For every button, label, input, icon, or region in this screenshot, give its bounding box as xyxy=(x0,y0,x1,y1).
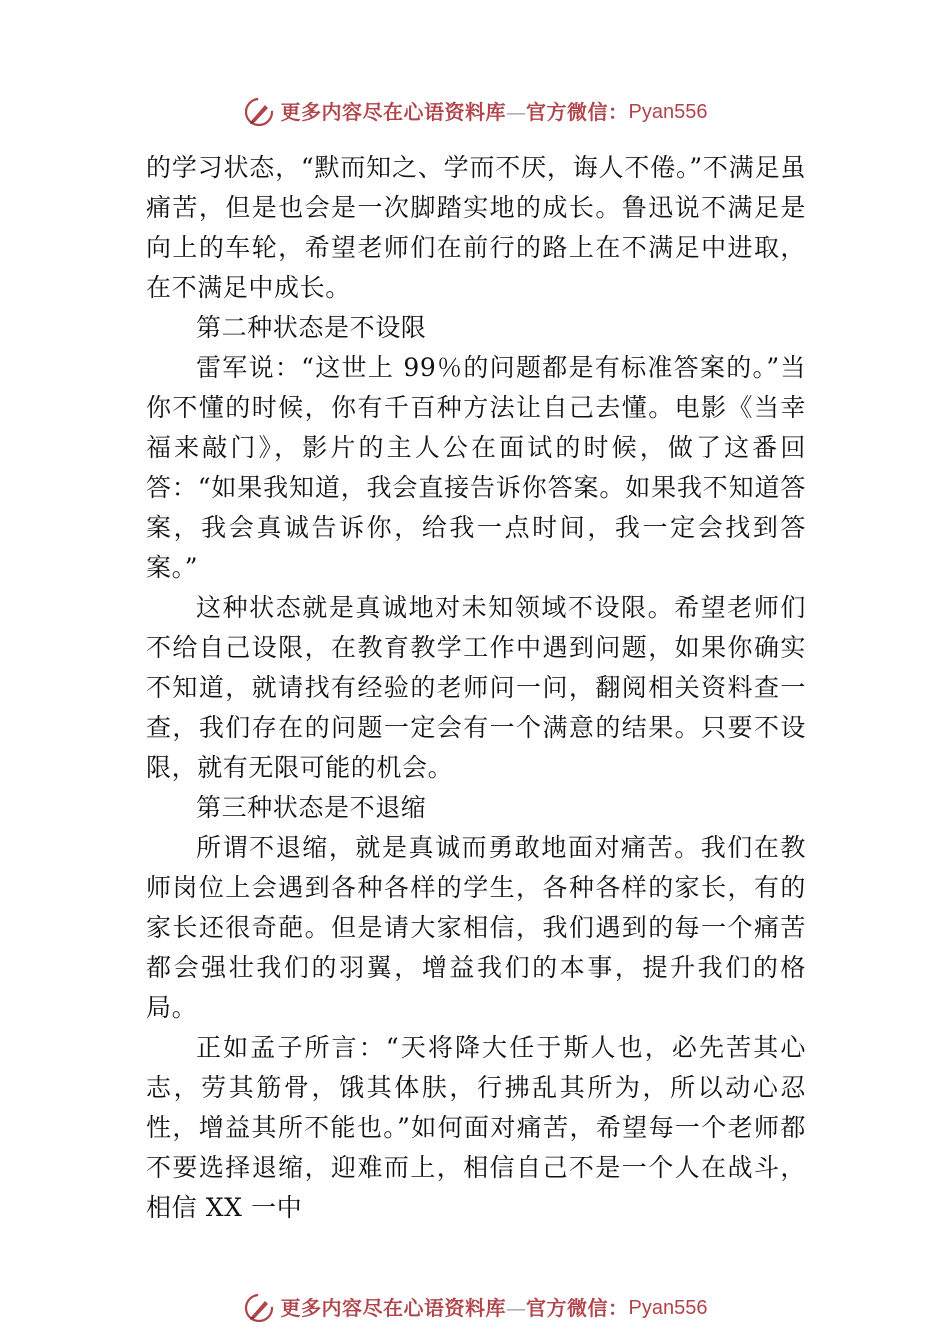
paragraph-3: 这种状态就是真诚地对未知领域不设限。希望老师们不给自己设限，在教育教学工作中遇到问题，如果你确实不知道，就请找有经验的老师问一问，翻阅相关资料查一查，我们存在的问题一定会有一个满意的结果。只要不设限，就有无限可能的机会。 xyxy=(146,593,806,782)
paragraph-4: 所谓不退缩，就是真诚而勇敢地面对痛苦。我们在教师岗位上会遇到各种各样的学生，各种各样的家长，有的家长还很奇葩。但是请大家相信，我们遇到的每一个痛苦都会强壮我们的羽翼，增益我们的本事，提升我们的格局。 xyxy=(146,833,806,1022)
paragraph-2: 雷军说：“这世上 99％的问题都是有标准答案的。”当你不懂的时候，你有千百种方法让自己去懂。电影《当幸福来敲门》，影片的主人公在面试的时候，做了这番回答：“如果我知道，我会直接告诉你答案。如果我不知道答案，我会真诚告诉你，给我一点时间，我一定会找到答案。” xyxy=(146,353,806,582)
section-heading-3: 第三种状态是不退缩 xyxy=(196,793,427,822)
header-banner-wechat-id: Pyan556 xyxy=(628,101,708,123)
header-banner xyxy=(0,96,950,128)
footer-banner-label: 官方微信： xyxy=(526,1296,629,1320)
header-banner-text: 更多内容尽在心语资料库 xyxy=(280,100,507,124)
paragraph-5: 正如孟子所言：“天将降大任于斯人也，必先苦其心志，劳其筋骨，饿其体肤，行拂乱其所为，所以动心忍性，增益其所不能也。”如何面对痛苦，希望每一个老师都不要选择退缩，迎难而上，相信自己不是一个人在战斗，相信 XX 一中 xyxy=(146,1033,806,1222)
footer-banner-text: 更多内容尽在心语资料库 xyxy=(280,1296,507,1320)
pen-swirl-logo-icon xyxy=(243,96,275,128)
section-heading-2: 第二种状态是不设限 xyxy=(196,313,427,342)
footer-banner-wechat-id: Pyan556 xyxy=(628,1297,708,1319)
paragraph-1: 的学习状态，“默而知之、学而不厌，诲人不倦。”不满足虽痛苦，但是也会是一次脚踏实地的成长。鲁迅说不满足是向上的车轮，希望老师们在前行的路上在不满足中进取，在不满足中成长。 xyxy=(146,153,806,302)
document-body xyxy=(146,148,806,1228)
header-banner-label: 官方微信： xyxy=(526,100,629,124)
footer-banner xyxy=(0,1292,950,1324)
pen-swirl-logo-icon xyxy=(243,1292,275,1324)
footer-banner-dash: — xyxy=(506,1296,527,1320)
header-banner-dash: — xyxy=(506,100,527,124)
